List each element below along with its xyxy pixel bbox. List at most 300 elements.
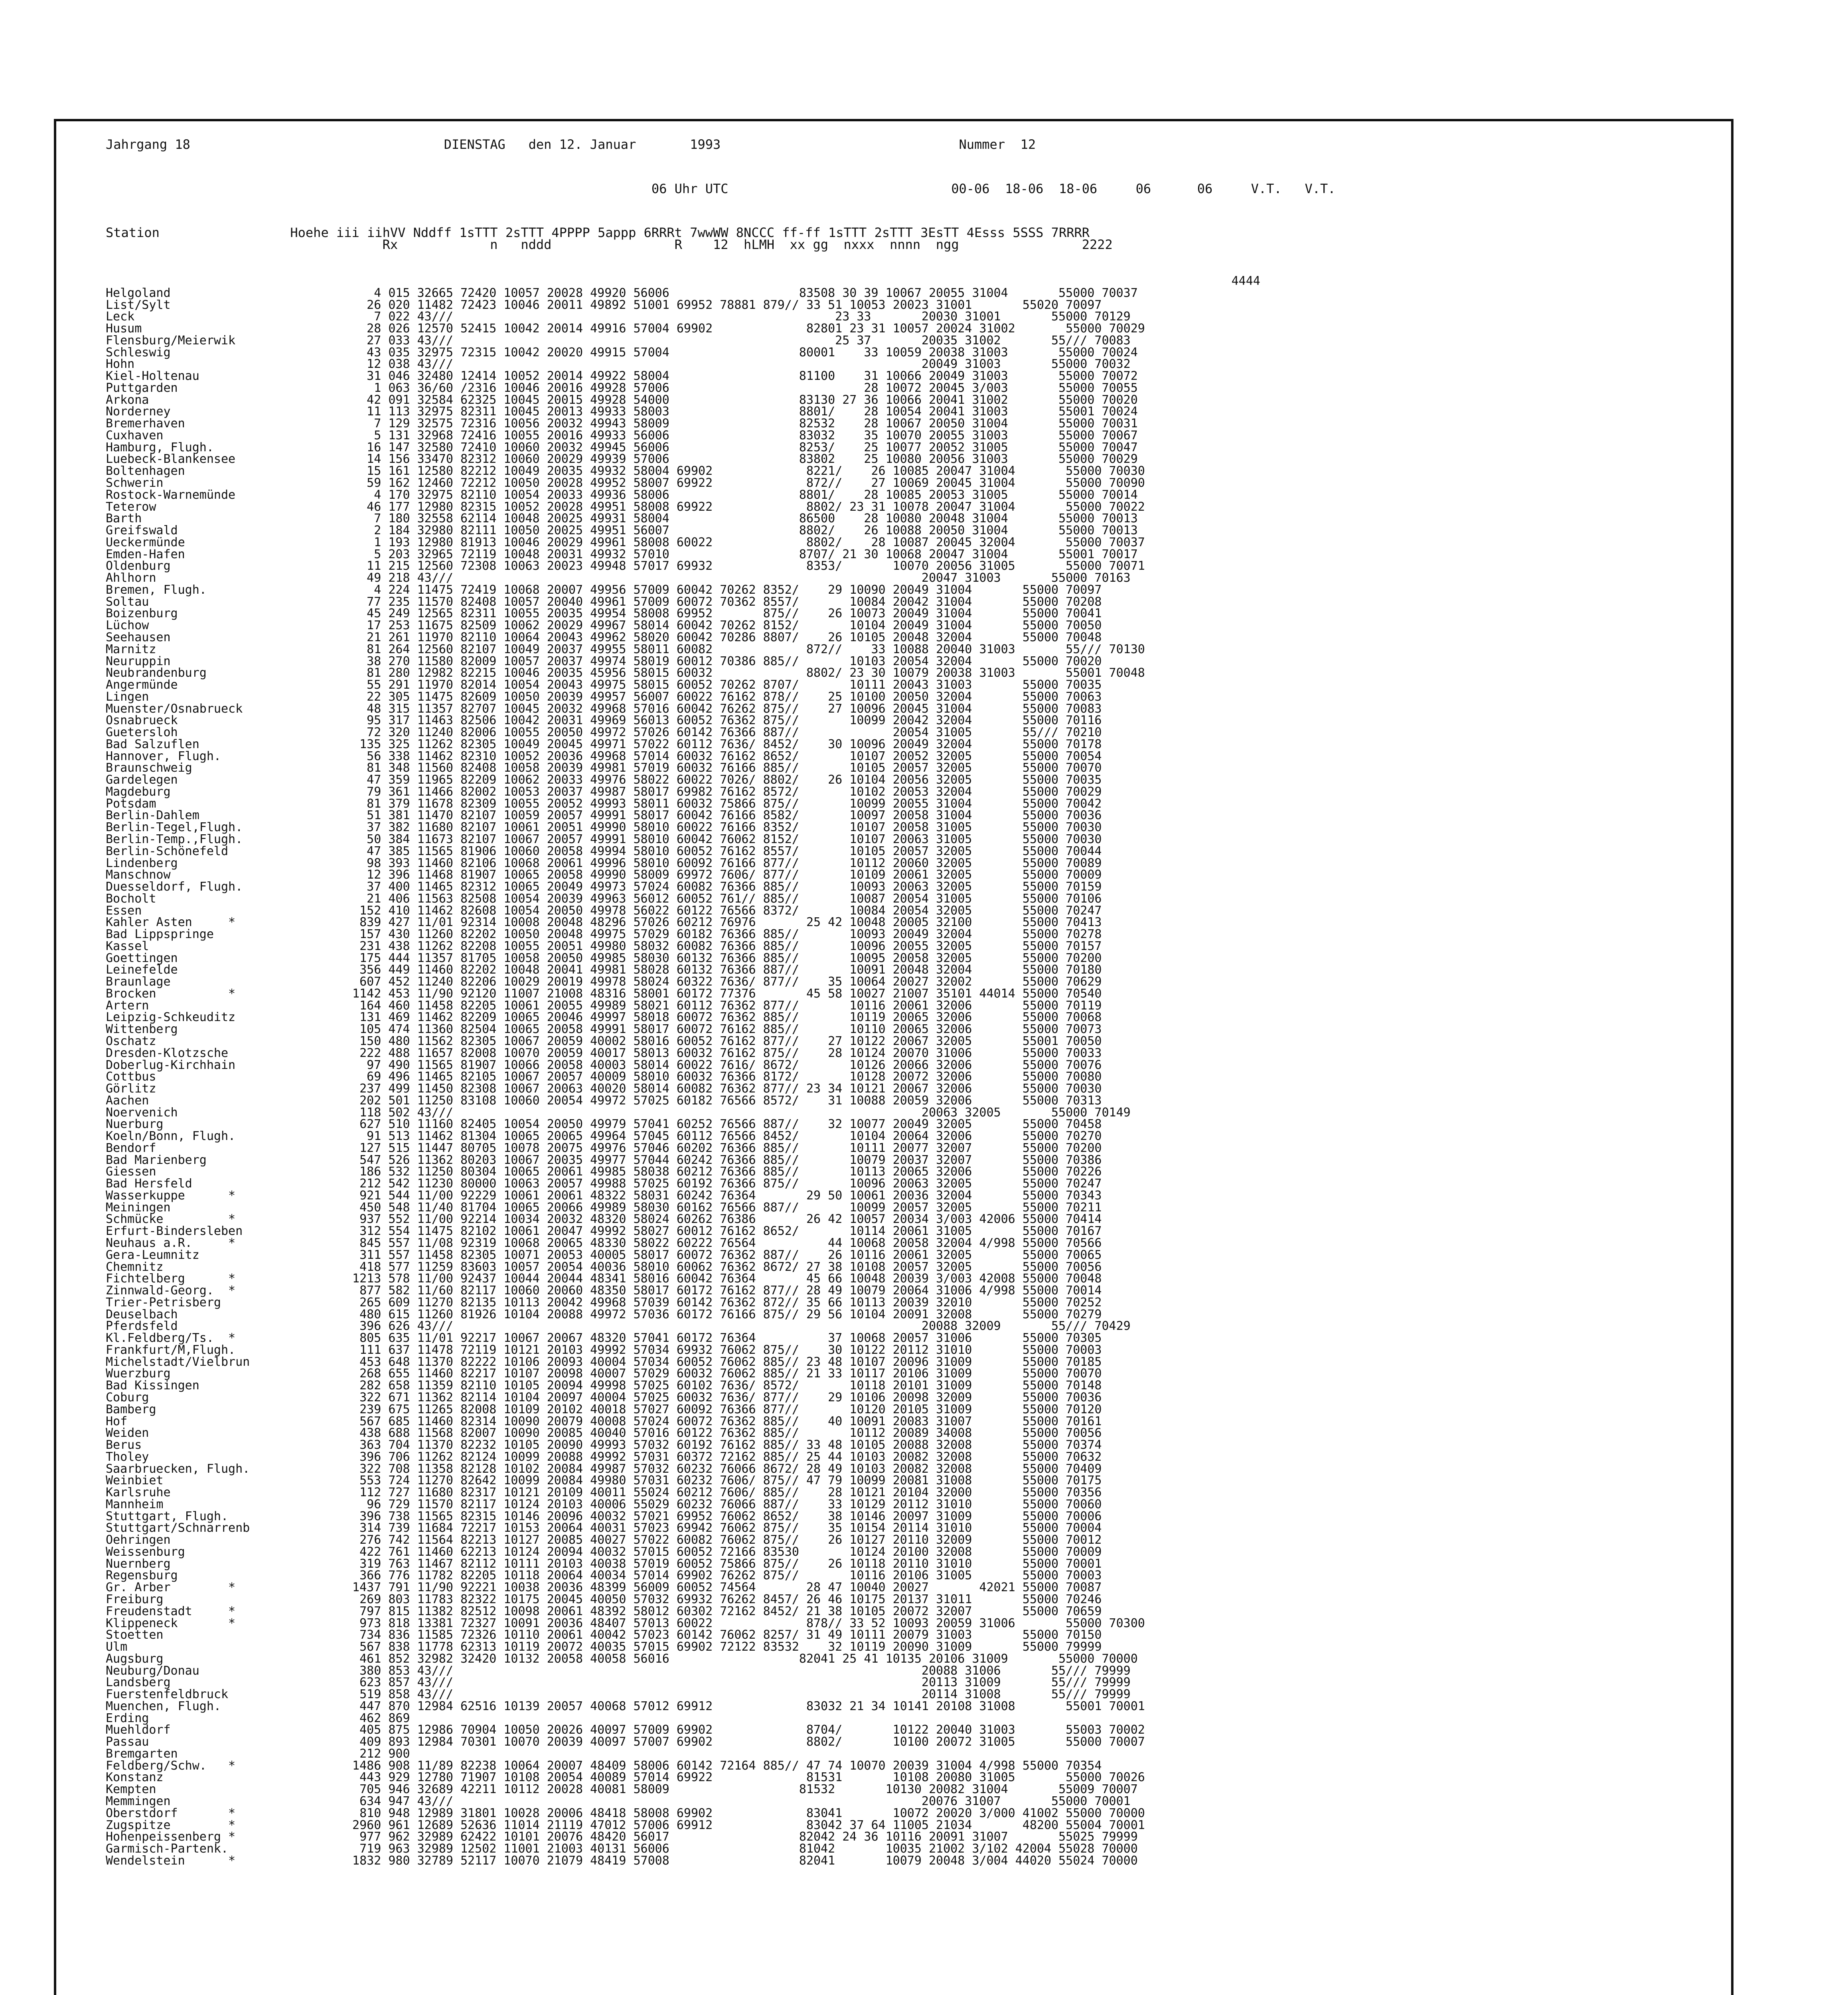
station-name: Aachen [106,1093,149,1108]
station-row [106,1213,1260,1225]
station-name: Oehringen [106,1533,171,1547]
station-row [106,1582,1260,1594]
station-data: 839 427 11/01 92314 10008 20048 48296 57026 60212 76976 25 42 10048 20005 32100 55000 70413 [345,915,1102,930]
station-data: 111 637 11478 72119 10121 20103 49992 57034 69932 76062 875// 30 10122 20112 31010 55000 70003 [345,1343,1102,1357]
station-name: Luebeck-Blankensee [106,452,236,466]
station-name: Berlin-Tegel,Flugh. [106,820,243,835]
station-row [106,1701,1260,1713]
station-data: 443 929 12780 71907 10108 20054 40089 57014 69922 81531 10108 20080 31005 55000 70026 [345,1770,1145,1785]
station-data: 11 215 12560 72308 10063 20023 49948 57017 69932 8353/ 10070 20056 31005 55000 70071 [345,559,1145,573]
station-name: Lüchow [106,618,149,633]
station-name: Freiburg [106,1592,164,1606]
station-name: Kassel [106,939,149,953]
station-name: Klippeneck * [106,1616,236,1630]
station-row [106,1748,1260,1760]
station-data: 21 261 11970 82110 10064 20043 49962 58020 60042 70286 8807/ 26 10105 20048 32004 55000 70048 [345,630,1102,644]
station-data: 95 317 11463 82506 10042 20031 49969 56013 60052 76362 875// 10099 20042 32004 55000 70116 [345,713,1102,728]
station-data: 22 305 11475 82609 10050 20039 49957 56007 60022 76162 878// 25 10100 20050 32004 55000 70063 [345,689,1102,704]
station-data: 1437 791 11/90 92221 10038 20036 48399 56009 60052 74564 28 47 10040 20027 42021 55000 70087 [345,1580,1102,1595]
station-data: 46 177 12980 82315 10052 20028 49951 58008 69922 8802/ 23 31 10078 20047 31004 55000 70022 [345,500,1145,514]
station-data: 77 235 11570 82408 10057 20040 49961 57009 60072 70362 8557/ 10084 20042 31004 55000 70208 [345,595,1102,609]
station-data: 1213 578 11/00 92437 10044 20044 48341 58016 60042 76364 45 66 10048 20039 3/003 42008 55000 70048 [345,1272,1102,1286]
station-data: 973 818 13381 72327 10091 20036 48407 57013 60022 878// 33 52 10093 20059 31006 55000 70300 [345,1616,1145,1630]
station-data: 1486 908 11/89 82238 10064 20007 48409 58006 60142 72164 885// 47 74 10070 20039 31004 4/998 55000 70354 [345,1758,1102,1773]
station-name: Pferdsfeld [106,1319,178,1333]
station-name: Bad Salzuflen [106,737,199,751]
station-row [106,418,1260,430]
station-name: Erfurt-Bindersleben [106,1224,243,1238]
station-data: 43 035 32975 72315 10042 20020 49915 57004 80001 33 10059 20038 31003 55000 70024 [345,345,1138,359]
station-row [106,1166,1260,1178]
station-name: Muehldorf [106,1723,171,1737]
station-data: 2960 961 12689 52636 11014 21119 47012 57006 69912 83042 37 64 11005 21034 48200 55004 70001 [345,1818,1145,1832]
station-name: Tholey [106,1450,149,1464]
station-row [106,549,1260,561]
station-row [106,798,1260,810]
station-row [106,1035,1260,1047]
station-name: Karlsruhe [106,1485,171,1500]
station-row [106,453,1260,465]
station-data: 396 626 43/// 20088 32009 55/// 70429 [345,1319,1131,1333]
station-name: Teterow [106,500,156,514]
station-data: 4 224 11475 72419 10068 20007 49956 57009 60042 70262 8352/ 29 10090 20049 31004 55000 70097 [345,583,1102,597]
station-row [106,1843,1260,1855]
station-name: Brocken * [106,986,236,1001]
station-name: Frankfurt/M,Flugh. [106,1343,236,1357]
station-row [106,1713,1260,1724]
station-data: 462 869 [345,1711,410,1725]
station-name: Neuburg/Donau [106,1663,199,1678]
station-row [106,703,1260,715]
station-name: Noervenich [106,1105,178,1120]
station-data: 977 962 32989 62422 10101 20076 48420 56017 82042 24 36 10116 20091 31007 55025 79999 [345,1830,1138,1844]
station-data: 380 853 43/// 20088 31006 55/// 79999 [345,1663,1131,1678]
station-row [106,560,1260,572]
station-row [106,1511,1260,1523]
station-name: Michelstadt/Vielbrun [106,1355,250,1369]
station-data: 1 063 36/60 /2316 10046 20016 49928 57006 28 10072 20045 3/003 55000 70055 [345,381,1138,395]
station-row [106,1083,1260,1095]
station-name: Lindenberg [106,856,178,870]
station-data: 50 384 11673 82107 10067 20057 49991 58010 60042 76062 8152/ 10107 20063 31005 55000 70030 [345,832,1102,846]
station-data: 42 091 32584 62325 10045 20015 49928 54000 83130 27 36 10066 20041 31002 55000 70020 [345,393,1138,407]
station-data: 366 776 11782 82205 10118 20064 40034 57014 69902 76262 875// 10116 20106 31005 55000 70003 [345,1568,1102,1583]
station-name: Oschatz [106,1034,156,1048]
station-data: 81 264 12560 82107 10049 20037 49955 58011 60082 872// 33 10088 20040 31003 55/// 70130 [345,642,1145,656]
station-row [106,656,1260,668]
station-name: Giessen [106,1165,156,1179]
station-row [106,988,1260,1000]
station-data: 17 253 11675 82509 10062 20029 49967 58014 60042 70262 8152/ 10104 20049 31004 55000 70050 [345,618,1102,633]
station-row [106,869,1260,881]
station-row [106,1784,1260,1796]
station-row [106,1451,1260,1463]
station-row [106,347,1260,359]
station-name: Fuerstenfeldbruck [106,1687,229,1702]
station-name: Bad Lippspringe [106,927,214,942]
station-row [106,1225,1260,1237]
station-data: 91 513 11462 81304 10065 20065 49964 57045 60112 76566 8452/ 10104 20064 32006 55000 70270 [345,1129,1102,1144]
station-row [106,1534,1260,1546]
station-name: Magdeburg [106,784,171,799]
station-row [106,1095,1260,1107]
station-row [106,394,1260,406]
station-row [106,1392,1260,1404]
station-data: 59 162 12460 72212 10050 20028 49952 58007 69922 872// 27 10069 20045 31004 55000 70090 [345,476,1145,490]
station-name: Rostock-Warnemünde [106,488,236,502]
station-row [106,382,1260,394]
station-name: Arkona [106,393,149,407]
station-data: 282 658 11359 82110 10105 20094 49998 57025 60102 7636/ 8572/ 10118 20101 31009 55000 70148 [345,1379,1102,1393]
station-name: Weiden [106,1426,149,1440]
station-row [106,1558,1260,1570]
station-data: 11 113 32975 82311 10045 20013 49933 58003 8801/ 28 10054 20041 31003 55001 70024 [345,405,1138,419]
station-row [106,1237,1260,1249]
station-data: 553 724 11270 82642 10099 20084 49980 57031 60232 7606/ 875// 47 79 10099 20081 31008 55000 70175 [345,1474,1102,1488]
station-row [106,1344,1260,1356]
station-name: Leipzig-Schkeuditz [106,1010,236,1025]
station-row [106,1677,1260,1689]
station-data: 480 615 11260 81926 10104 20088 49972 57036 60172 76166 875// 29 56 10104 20091 32008 55000 70279 [345,1307,1102,1321]
station-name: Marnitz [106,642,156,656]
station-row [106,406,1260,418]
station-row [106,1796,1260,1807]
column-header-time: 06 Uhr UTC 00-06 18-06 18-06 06 06 V.T. V.T. [106,181,1336,196]
station-data: 28 026 12570 52415 10042 20014 49916 57004 69902 82801 23 31 10057 20024 31002 55000 70029 [345,322,1145,336]
station-name: Berus [106,1438,142,1452]
station-row [106,1202,1260,1214]
station-data: 4 015 32665 72420 10057 20028 49920 56006 83508 30 39 10067 20055 31004 55000 70037 [345,286,1138,300]
station-name: Wasserkuppe * [106,1188,236,1203]
station-name: Dresden-Klotzsche [106,1046,229,1060]
station-data: 705 946 32689 42211 10112 20028 40081 58009 81532 10130 20082 31004 55009 70007 [345,1782,1138,1797]
station-data: 356 449 11460 82202 10048 20041 49981 58028 60132 76366 887// 10091 20048 32004 55000 70180 [345,963,1102,977]
station-name: Schmücke * [106,1212,236,1227]
station-data: 31 046 32480 12414 10052 20014 49922 58004 81100 31 10066 20049 31003 55000 70072 [345,369,1138,383]
station-name: Flensburg/Meierwik [106,333,236,348]
station-name: Norderney [106,405,171,419]
station-data: 231 438 11262 82208 10055 20051 49980 58032 60082 76366 885// 10096 20055 32005 55000 70157 [345,939,1102,953]
station-name: Wuerzburg [106,1367,171,1381]
station-data: 131 469 11462 82209 10065 20046 49997 58018 60072 76362 885// 10119 20065 32006 55000 70068 [345,1010,1102,1025]
station-name: Muenchen, Flugh. [106,1699,221,1713]
station-name: Neubrandenburg [106,666,207,680]
station-data: 118 502 43/// 20063 32005 55000 70149 [345,1105,1131,1120]
station-name: Puttgarden [106,381,178,395]
station-data: 623 857 43/// 20113 31009 55/// 79999 [345,1675,1131,1690]
station-row [106,976,1260,988]
station-name: Trier-Petrisberg [106,1295,221,1310]
station-data: 150 480 11562 82305 10067 20059 40002 58016 60052 76162 877// 27 10122 20067 32005 55001 70050 [345,1034,1102,1048]
station-data: 453 648 11370 82222 10106 20093 40004 57034 60052 76062 885// 23 48 10107 20096 31009 55000 70185 [345,1355,1102,1369]
station-data: 418 577 11259 83603 10057 20054 40036 58010 60062 76362 8672/ 27 38 10108 20057 32005 55000 70056 [345,1260,1102,1274]
station-data: 405 875 12986 70904 10050 20026 40097 57009 69902 8704/ 10122 20040 31003 55003 70002 [345,1723,1145,1737]
station-name: Bad Hersfeld [106,1177,192,1191]
station-data: 845 557 11/08 92319 10068 20065 48330 58022 60222 76564 44 10068 20058 32004 4/998 55000 70566 [345,1236,1102,1250]
station-row [106,1320,1260,1332]
station-data: 396 706 11262 82124 10099 20088 49992 57031 60372 72162 885// 25 44 10103 20082 32008 55000 70632 [345,1450,1102,1464]
station-data: 734 836 11585 72326 10110 20061 40042 57023 60142 76062 8257/ 31 49 10111 20079 31003 55000 70150 [345,1628,1102,1642]
station-data: 5 203 32965 72119 10048 20031 49932 57010 8707/ 21 30 10068 20047 31004 55001 70017 [345,547,1138,561]
station-data: 38 270 11580 82009 10057 20037 49974 58019 60012 70386 885// 10103 20054 32004 55000 70020 [345,654,1102,668]
station-name: Nuerburg [106,1117,164,1132]
station-name: Stuttgart/Schnarrenb [106,1521,250,1535]
station-data: 409 893 12984 70301 10070 20039 40097 57007 69902 8802/ 10100 20072 31005 55000 70007 [345,1735,1145,1749]
station-name: Hof [106,1414,128,1428]
station-data: 69 496 11465 82105 10067 20057 40009 58010 60032 76366 8172/ 10128 20072 32006 55000 70080 [345,1070,1102,1084]
station-name: Memmingen [106,1794,171,1808]
station-row [106,1475,1260,1487]
station-name: Augsburg [106,1651,164,1666]
station-row [106,1641,1260,1653]
station-data: 112 727 11680 82317 10121 20109 40011 55024 60212 7606/ 885// 28 10121 20104 32000 55000 70356 [345,1485,1102,1500]
station-row [106,1190,1260,1202]
station-data: 12 038 43/// 20049 31003 55000 70032 [345,357,1131,371]
station-data: 45 249 12565 82311 10055 20035 49954 58008 69952 875// 26 10073 20049 31004 55000 70041 [345,606,1102,621]
station-data: 567 685 11460 82314 10090 20079 40008 57024 60072 76362 885// 40 10091 20083 31007 55000 70161 [345,1414,1102,1428]
station-name: Leck [106,310,135,324]
station-row [106,1118,1260,1130]
station-data: 51 381 11470 82107 10059 20057 49991 58017 60042 76166 8582/ 10097 20058 31004 55000 70036 [345,808,1102,823]
station-row [106,727,1260,739]
station-row [106,1618,1260,1630]
station-name: Helgoland [106,286,171,300]
station-row [106,525,1260,537]
station-row [106,715,1260,727]
station-name: Seehausen [106,630,171,644]
station-data: 237 499 11450 82308 10067 20063 40020 58014 60082 76362 877// 23 34 10121 20067 32006 55000 70030 [345,1082,1102,1096]
station-name: Regensburg [106,1568,178,1583]
station-row [106,1154,1260,1166]
station-name: Ahlhorn [106,571,156,585]
station-row [106,857,1260,869]
station-data: 79 361 11466 82002 10053 20037 49987 58017 69982 76162 8572/ 10102 20053 32004 55000 70029 [345,784,1102,799]
station-name: Muenster/Osnabrueck [106,701,243,716]
station-row [106,1499,1260,1511]
station-data: 265 609 11270 82135 10113 20042 49968 57039 60142 76362 872// 35 66 10113 20039 32010 55000 70252 [345,1295,1102,1310]
station-name: Manschnow [106,868,171,882]
station-data: 519 858 43/// 20114 31008 55/// 79999 [345,1687,1131,1702]
station-data: 48 315 11357 82707 10045 20032 49968 57016 60042 76262 875// 27 10096 20045 31004 55000 70083 [345,701,1102,716]
station-row [106,1059,1260,1071]
station-row [106,1606,1260,1618]
station-name: Kahler Asten * [106,915,236,930]
station-row [106,1427,1260,1439]
station-name: Wendelstein * [106,1853,236,1868]
station-data: 5 131 32968 72416 10055 20016 49933 56006 83032 35 10070 20055 31003 55000 70067 [345,428,1138,442]
station-name: Bremgarten [106,1746,178,1761]
station-name: Artern [106,998,149,1013]
station-data: 7 022 43/// 23 33 20030 31001 55000 70129 [345,310,1131,324]
station-data: 14 156 33470 82312 10060 20029 49939 57006 83802 25 10080 20056 31003 55000 70029 [345,452,1138,466]
station-name: Garmisch-Partenk. [106,1842,229,1856]
station-data: 4444 [345,274,1260,288]
station-row [106,1546,1260,1558]
station-row [106,537,1260,549]
station-data: 175 444 11357 81705 10058 20050 49985 58030 60132 76366 885// 10095 20058 32005 55000 70200 [345,951,1102,965]
station-row [106,810,1260,822]
station-name: Erding [106,1711,149,1725]
station-row [106,370,1260,382]
station-name: Gardelegen [106,773,178,787]
station-data: 12 396 11468 81907 10065 20058 49990 58009 69972 7606/ 877// 10109 20061 32005 55000 70009 [345,868,1102,882]
station-name: Kl.Feldberg/Ts. * [106,1331,236,1345]
station-name: Görlitz [106,1082,156,1096]
station-name: Soltau [106,595,149,609]
station-data: 135 325 11262 82305 10049 20045 49971 57022 60112 7636/ 8452/ 30 10096 20049 32004 55000 70178 [345,737,1102,751]
station-row [106,1724,1260,1736]
station-name: Saarbruecken, Flugh. [106,1462,250,1476]
station-row [106,1487,1260,1499]
station-data: 627 510 11160 82405 10054 20050 49979 57041 60252 76566 887// 32 10077 20049 32005 55000 70458 [345,1117,1102,1132]
station-name: Zinnwald-Georg. * [106,1284,236,1298]
station-row [106,1332,1260,1344]
station-name: Zugspitze * [106,1818,236,1832]
station-row [106,952,1260,964]
station-data: 97 490 11565 81907 10066 20058 40003 58014 60022 7616/ 8672/ 10126 20066 32006 55000 70076 [345,1058,1102,1072]
station-name: Berlin-Schönefeld [106,844,229,858]
station-row [106,822,1260,834]
station-name: Guetersloh [106,725,178,740]
station-row [106,667,1260,679]
station-row [106,1463,1260,1475]
station-data: 47 385 11565 81906 10060 20058 49994 58010 60052 76162 8557/ 10105 20057 32005 55000 70044 [345,844,1102,858]
station-data: 81 280 12982 82215 10046 20035 45956 58015 60032 8802/ 23 30 10079 20038 31003 55001 70048 [345,666,1145,680]
station-name: Mannheim [106,1497,164,1511]
station-name: Potsdam [106,796,156,811]
station-data: 311 557 11458 82305 10071 20053 40005 58017 60072 76362 887// 26 10116 20061 32005 55000 70065 [345,1248,1102,1262]
station-data: 276 742 11564 82213 10127 20085 40027 57022 60082 76062 875// 26 10127 20110 32009 55000 70012 [345,1533,1102,1547]
station-data: 2 184 32980 82111 10050 20025 49951 56007 8802/ 26 10088 20050 31004 55000 70013 [345,523,1138,538]
station-data: 186 532 11250 80304 10065 20061 49985 58038 60212 76366 885// 10113 20065 32006 55000 70226 [345,1165,1102,1179]
station-data: 37 400 11465 82312 10065 20049 49973 57024 60082 76366 885// 10093 20063 32005 55000 70159 [345,880,1102,894]
station-name: Meiningen [106,1200,171,1215]
station-row [106,1689,1260,1701]
station-row [106,834,1260,845]
column-header-codes: Station Hoehe iii iihVV Nddff 1sTTT 2sTTT 4PPPP 5appp 6RRRt 7wwWW 8NCCC ff-ff 1sTTT 2sTTT 3EsTT 4Esss 5SSS 7RRRR [106,225,1090,240]
station-row [106,1130,1260,1142]
station-row [106,572,1260,584]
station-name: Osnabrueck [106,713,178,728]
station-data: 96 729 11570 82117 10124 20103 40006 55029 60232 76066 887// 33 10129 20112 31010 55000 70060 [345,1497,1102,1511]
station-row [106,1000,1260,1012]
station-data: 607 452 11240 82206 10029 20019 49978 58024 60322 7636/ 877// 35 10064 20027 32002 55000 70629 [345,975,1102,989]
station-data: 450 548 11/40 81704 10065 20066 49989 58030 60162 76566 887// 10099 20057 32005 55000 70211 [345,1200,1102,1215]
station-data: 634 947 43/// 20076 31007 55000 70001 [345,1794,1131,1808]
station-name: Leinefelde [106,963,178,977]
station-data: 319 763 11467 82112 10111 20103 40038 57019 60052 75866 875// 26 10118 20110 31010 55000 70001 [345,1556,1102,1571]
station-name: Koeln/Bonn, Flugh. [106,1129,236,1144]
station-row [106,1807,1260,1819]
station-name: Hohn [106,357,135,371]
station-row [106,1273,1260,1285]
station-row [106,1285,1260,1297]
station-row [106,1665,1260,1677]
station-row [106,287,1260,299]
station-name: Kempten [106,1782,156,1797]
station-row [106,1047,1260,1059]
station-name: Stoetten [106,1628,164,1642]
station-data: 1832 980 32789 52117 10070 21079 48419 57008 82041 10079 20048 3/004 44020 55024 70000 [345,1853,1138,1868]
station-name: Angermünde [106,678,178,692]
station-name: Duesseldorf, Flugh. [106,880,243,894]
station-name: Bocholt [106,891,156,906]
station-data: 239 675 11265 82008 10109 20102 40018 57027 60092 76366 877// 10120 20105 31009 55000 70120 [345,1402,1102,1416]
station-name: Ulm [106,1640,128,1654]
station-name: Landsberg [106,1675,171,1690]
station-row [106,465,1260,477]
station-name: Hohenpeissenberg * [106,1830,236,1844]
station-row [106,691,1260,703]
station-data: 810 948 12989 31801 10028 20006 48418 58008 69902 83041 10072 20020 3/000 41002 55000 70000 [345,1806,1145,1820]
station-data: 396 738 11565 82315 10146 20096 40032 57021 69952 76062 8652/ 38 10146 20097 31009 55000 70006 [345,1509,1102,1523]
station-name: Goettingen [106,951,178,965]
station-name: Weissenburg [106,1545,185,1559]
station-name: Doberlug-Kirchhain [106,1058,236,1072]
station-data: 1142 453 11/90 92120 11007 21008 48316 58001 60172 77376 45 58 10027 21007 35101 44014 55000 70540 [345,986,1102,1001]
station-data: 447 870 12984 62516 10139 20057 40068 57012 69912 83032 21 34 10141 20108 31008 55001 70001 [345,1699,1145,1713]
station-name: Boltenhagen [106,464,185,478]
station-name: Deuselbach [106,1307,178,1321]
station-row [106,477,1260,489]
station-name: Bremerhaven [106,417,185,431]
station-table [106,275,1260,1867]
station-data: 7 129 32575 72316 10056 20032 49943 58009 82532 28 10067 20050 31004 55000 70031 [345,417,1138,431]
station-row [106,299,1260,311]
station-name: Gera-Leumnitz [106,1248,199,1262]
station-row [106,1261,1260,1273]
station-data: 47 359 11965 82209 10062 20033 49976 58022 60022 7026/ 8802/ 26 10104 20056 32005 55000 70035 [345,773,1102,787]
station-data: 16 147 32580 72410 10060 20032 49945 56006 8253/ 25 10077 20052 31005 55000 70047 [345,440,1138,454]
station-row [106,632,1260,644]
station-data: 461 852 32982 32420 10132 20058 40058 56016 82041 25 41 10135 20106 31009 55000 70000 [345,1651,1138,1666]
station-name: Braunschweig [106,761,192,775]
station-data: 37 382 11680 82107 10061 20051 49990 58010 60022 76166 8352/ 10107 20058 31005 55000 70030 [345,820,1102,835]
station-row [106,275,1260,287]
station-data: 422 761 11460 62213 10124 20094 40032 57015 60052 72166 83530 10124 20100 32008 55000 70009 [345,1545,1102,1559]
station-row [106,739,1260,751]
station-data: 222 488 11657 82008 10070 20059 40017 58013 60032 76162 875// 28 10124 20070 31006 55000 70033 [345,1046,1102,1060]
station-data: 877 582 11/60 82117 10060 20060 48350 58017 60172 76162 877// 28 49 10079 20064 31006 4/998 55000 70014 [345,1284,1102,1298]
column-header-subcodes: Rx n nddd R 12 hLMH xx gg nxxx nnnn ngg 2222 [106,237,1113,252]
station-row [106,1249,1260,1261]
station-data: 81 379 11678 82309 10055 20052 49993 58011 60032 75866 875// 10099 20055 31004 55000 70042 [345,796,1102,811]
station-row [106,881,1260,893]
station-data: 27 033 43/// 25 37 20035 31002 55/// 70083 [345,333,1131,348]
station-row [106,311,1260,323]
station-row [106,1772,1260,1784]
station-row [106,501,1260,513]
station-row [106,1653,1260,1665]
station-row [106,442,1260,454]
station-row [106,644,1260,656]
station-row [106,1178,1260,1190]
station-row [106,1819,1260,1831]
station-row [106,964,1260,976]
station-name: Bendorf [106,1141,156,1155]
station-name: Ueckermünde [106,535,185,549]
station-data: 49 218 43/// 20047 31003 55000 70163 [345,571,1131,585]
station-name: Greifswald [106,523,178,538]
station-data: 26 020 11482 72423 10046 20011 49892 51001 69952 78881 879// 33 51 10053 20023 31001 55020 70097 [345,298,1102,312]
station-name: Berlin-Temp.,Flugh. [106,832,243,846]
station-row [106,1736,1260,1748]
station-name: Gr. Arber * [106,1580,236,1595]
station-row [106,1107,1260,1119]
station-name: Stuttgart, Flugh. [106,1509,229,1523]
station-data: 805 635 11/01 92217 10067 20067 48320 57041 60172 76364 37 10068 20057 31006 55000 70305 [345,1331,1102,1345]
station-row [106,1368,1260,1380]
